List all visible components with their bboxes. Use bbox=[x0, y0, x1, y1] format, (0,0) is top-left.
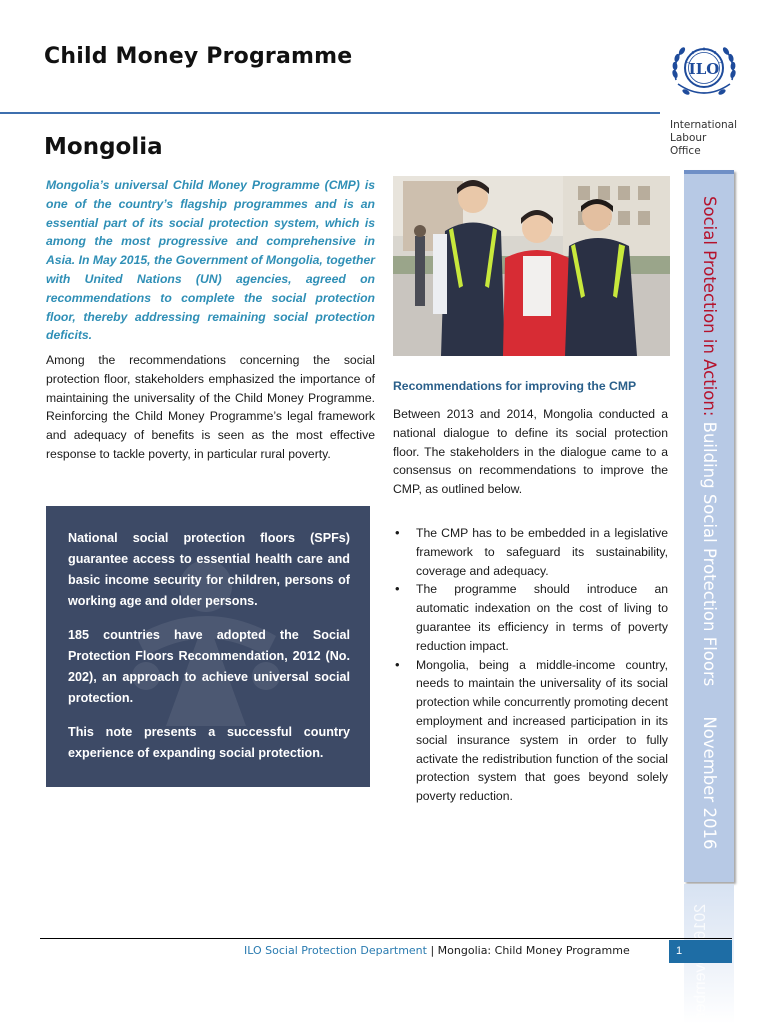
header-divider bbox=[0, 112, 660, 114]
footer-department: ILO Social Protection Department bbox=[244, 944, 427, 957]
footer-divider bbox=[40, 938, 732, 939]
country-heading: Mongolia bbox=[44, 134, 163, 160]
callout-paragraph-1: National social protection floors (SPFs) guarantee access to essential health care and basic income security for children, persons of working age and older persons. bbox=[68, 531, 350, 608]
recommendations-intro: Between 2013 and 2014, Mongolia conducted a national dialogue to define its social protection floor. The stakeholders in the dialogue came to a consensus on recommendations to improve the CMP, as outlined below. bbox=[393, 407, 668, 497]
callout-paragraph-3: This note presents a successful country experience of expanding social protection. bbox=[68, 725, 350, 760]
list-item: • Mongolia, being a middle-income country, needs to maintain the universality of its social protection while concurrently promoting decent employment and increased participation in its social insurance system in order to fully activate the redistribution function of the social protection system that goes beyond solely poverty reduction. bbox=[393, 656, 668, 806]
children-photo bbox=[393, 176, 670, 356]
document-title: Child Money Programme bbox=[44, 44, 353, 69]
recommendations-list bbox=[393, 524, 668, 806]
list-item: • The CMP has to be embedded in a legislative framework to safeguard its sustainability, coverage and adequacy. bbox=[393, 524, 668, 580]
list-item: • The programme should introduce an automatic indexation on the cost of living to guarantee its efficiency in terms of poverty reduction impact. bbox=[393, 580, 668, 655]
series-side-banner bbox=[684, 170, 734, 882]
footer-document-name: Mongolia: Child Money Programme bbox=[437, 944, 630, 957]
ilo-logo-text: ILO bbox=[688, 60, 720, 78]
page-number: 1 bbox=[669, 940, 732, 963]
org-line-1: International bbox=[670, 119, 738, 131]
footer-text bbox=[244, 944, 630, 957]
body-paragraph: Among the recommendations concerning the social protection floor, stakeholders emphasized the importance of maintaining the universality of the Child Money Programme. Reinforcing the Child Money Programme’s legal framework and adequacy of benefits is seen as the most effective response to tackle poverty, in particular rural poverty. bbox=[46, 353, 375, 461]
org-line-2: Labour bbox=[670, 132, 707, 144]
ilo-logo bbox=[668, 40, 740, 102]
side-banner-series: Building Social Protection Floors bbox=[700, 421, 719, 687]
ilo-organization-name bbox=[670, 119, 737, 158]
recommendations-heading: Recommendations for improving the CMP bbox=[393, 379, 637, 393]
callout-paragraph-2: 185 countries have adopted the Social Protection Floors Recommendation, 2012 (No. 202), an approach to achieve universal social protection. bbox=[68, 628, 350, 705]
spf-callout-box bbox=[46, 506, 370, 787]
intro-paragraph: Mongolia’s universal Child Money Programme (CMP) is one of the country’s flagship programmes and is an essential part of its social protection system, which is among the most progressive and comprehensive in Asia. In May 2015, the Government of Mongolia, together with United Nations (UN) agencies, agreed on recommendations to complete the social protection floor, thereby addressing remaining social protection deficits. bbox=[46, 178, 375, 343]
side-banner-lead: Social Protection in Action: bbox=[700, 196, 719, 417]
side-banner-date: November 2016 bbox=[700, 716, 719, 850]
org-line-3: Office bbox=[670, 145, 701, 157]
footer-separator: | bbox=[426, 944, 438, 957]
side-banner-text bbox=[700, 196, 719, 849]
